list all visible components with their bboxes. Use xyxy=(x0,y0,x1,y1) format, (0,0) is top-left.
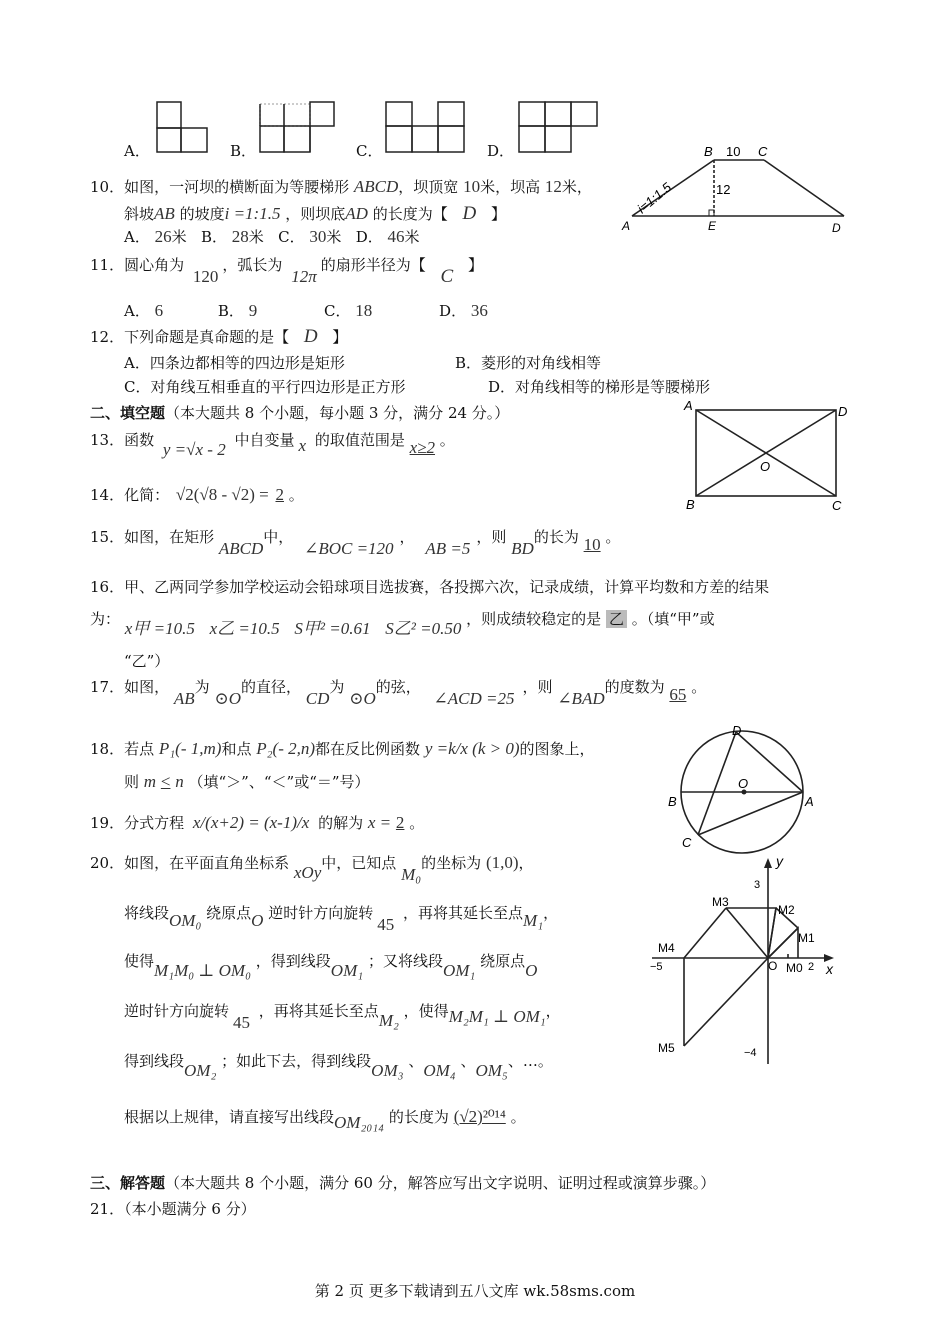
q20-fig-o: O xyxy=(768,959,778,973)
q14-answer: 2 xyxy=(275,485,284,504)
q20-fig-ym4: −4 xyxy=(744,1047,757,1059)
q17-fig-b: B xyxy=(668,794,677,809)
q15-fig-d: D xyxy=(838,404,848,419)
q16-answer: 乙 xyxy=(606,610,627,628)
q10-trapezoid-figure xyxy=(620,142,856,238)
q10-fig-a: A xyxy=(622,219,631,233)
q9-option-b-figure xyxy=(256,100,338,156)
q20-line5: 得到线段OM₂ ；如此下去，得到线段OM₃ 、OM₄ 、OM₅、…。 xyxy=(124,1052,553,1080)
q16-line3: “乙”） xyxy=(124,652,170,670)
q12-stem: 12．下列命题是真命题的是【 D 】 xyxy=(90,326,348,347)
q20-line6: 根据以上规律，请直接写出线段OM₂₀₁₄ 的长度为 (√2)²⁰¹⁴ 。 xyxy=(124,1107,526,1132)
q11-answer: C xyxy=(440,266,454,287)
q10-fig-c: C xyxy=(758,144,768,159)
q17-answer: 65 xyxy=(669,685,687,704)
q20-line1: 20．如图，在平面直角坐标系 xOy中，已知点 M₀的坐标为 (1,0)， xyxy=(90,853,534,884)
q20-fig-m1: M1 xyxy=(798,931,815,945)
q16-line1: 16．甲、乙两同学参加学校运动会铅球项目选拔赛，各投掷六次，记录成绩，计算平均数和方差的结果 xyxy=(90,578,770,596)
q17-fig-c: C xyxy=(682,835,692,850)
q20-fig-m4: M4 xyxy=(658,941,675,955)
q19-answer: 2 xyxy=(395,813,405,832)
q15-fig-c: C xyxy=(832,498,842,513)
q17-fig-a: A xyxy=(805,794,814,809)
q12-option-c: C．对角线互相垂直的平行四边形是正方形 xyxy=(124,378,406,396)
q9-option-a-label: A． xyxy=(124,142,150,160)
q20-coordinate-figure xyxy=(648,856,840,1068)
q20-fig-y: y xyxy=(776,856,783,869)
q10-fig-top: 10 xyxy=(726,144,741,159)
q14-line: 14．化简： √2(√8 - √2) = 2 。 xyxy=(90,485,304,504)
q10-answer: D xyxy=(462,203,477,224)
q17-fig-o: O xyxy=(738,776,749,791)
q17-fig-d: D xyxy=(732,723,742,738)
q20-fig-y3: 3 xyxy=(754,879,761,891)
q20-answer: (√2)²⁰¹⁴ xyxy=(453,1107,506,1126)
q20-fig-m5: M5 xyxy=(658,1041,675,1055)
q9-option-c-figure xyxy=(383,100,467,156)
q9-option-d-figure xyxy=(516,100,600,156)
q20-line2: 将线段OM₀ 绕原点O 逆时针方向旋转45 ，再将其延长至点M₁， xyxy=(124,904,559,934)
q10-fig-slope: i=1:1.5 xyxy=(634,179,675,217)
q12-answer: D xyxy=(303,326,318,347)
page-footer: 第 2 页 更多下载请到五八文库 wk.58sms.com xyxy=(314,1282,636,1300)
q10-line1: 10．如图，一河坝的横断面为等腰梯形 ABCD，坝顶宽 10米，坝高 12米， xyxy=(90,177,592,196)
q11-options: A． 6 B． 9 C． 18 D． 36 xyxy=(124,301,488,320)
q12-option-d: D．对角线相等的梯形是等腰梯形 xyxy=(488,378,711,396)
q11-line: 11．圆心角为 120，弧长为 12π的扇形半径为【 C 】 xyxy=(90,256,483,287)
q15-answer: 10 xyxy=(583,535,601,554)
section2-heading: 二、填空题（本大题共 8 个小题，每小题 3 分，满分 24 分。） xyxy=(90,404,510,422)
q15-rectangle-figure xyxy=(680,396,852,514)
q10-fig-height: 12 xyxy=(716,182,731,197)
q15-line: 15．如图，在矩形 ABCD中， ∠BOC =120， AB =5，则 BD的长为 10 。 xyxy=(90,528,621,558)
q20-line3: 使得M₁M₀ ⊥ OM₀ ，得到线段OM₁ ；又将线段OM₁ 绕原点O xyxy=(124,952,538,980)
q9-option-b-label: B． xyxy=(230,142,257,160)
q18-line2: 则 m < n （填“＞”、“＜”或“＝”号） xyxy=(124,772,370,791)
q15-fig-a: A xyxy=(684,398,693,413)
section3-heading: 三、解答题（本大题共 8 个小题，满分 60 分，解答应写出文字说明、证明过程或演算步骤。） xyxy=(90,1174,716,1192)
q19-line: 19．分式方程 x/(x+2) = (x-1)/x 的解为 x = 2 。 xyxy=(90,813,425,832)
q17-circle-figure xyxy=(664,722,824,858)
q15-fig-b: B xyxy=(686,497,695,512)
q10-line2: 斜坡AB 的坡度i =1:1.5 ，则坝底AD 的长度为【 D 】 xyxy=(124,203,507,224)
q20-fig-xm5: −5 xyxy=(650,961,663,973)
q10-options: A． 26米 B． 28米 C． 30米 D． 46米 xyxy=(124,227,420,246)
q10-fig-e: E xyxy=(708,219,717,233)
q20-fig-x: x xyxy=(826,961,833,977)
q13-answer: x≥2 xyxy=(409,438,436,457)
q15-fig-o: O xyxy=(760,459,771,474)
q12-option-b: B．菱形的对角线相等 xyxy=(455,354,602,372)
q10-fig-d: D xyxy=(832,221,841,235)
q20-fig-m0: M0 xyxy=(786,961,803,975)
q9-option-a-figure xyxy=(155,100,211,156)
q20-fig-x2: 2 xyxy=(808,961,815,973)
q21-header: 21．（本小题满分 6 分） xyxy=(90,1200,256,1218)
q20-fig-m3: M3 xyxy=(712,895,729,909)
q20-fig-m2: M2 xyxy=(778,903,795,917)
q9-option-d-label: D． xyxy=(487,142,515,160)
q18-line1: 18．若点 P₁(- 1,m)和点 P₂(- 2,n)都在反比例函数 y =k/x (k > 0)的图象上， xyxy=(90,739,595,758)
q17-line: 17．如图， AB为 ⊙O的直径， CD为 ⊙O的弦， ∠ACD =25，则 ∠BAD的度数为 65 。 xyxy=(90,678,707,708)
q12-option-a: A．四条边都相等的四边形是矩形 xyxy=(124,354,345,372)
q9-option-c-label: C． xyxy=(356,142,383,160)
q13-line: 13．函数 y =√x - 2 中自变量 x 的取值范围是 x≥2 。 xyxy=(90,431,455,459)
q18-answer: < xyxy=(160,772,171,791)
q16-line2: 为： x甲 =10.5 x乙 =10.5 S甲² =0.61 S乙² =0.50 ，则成绩较稳定的是 乙 。（填“甲”或 xyxy=(90,610,715,638)
q20-line4: 逆时针方向旋转45 ，再将其延长至点M₂ ，使得M₂M₁ ⊥ OM₁， xyxy=(124,1002,561,1032)
q10-fig-b: B xyxy=(704,144,713,159)
